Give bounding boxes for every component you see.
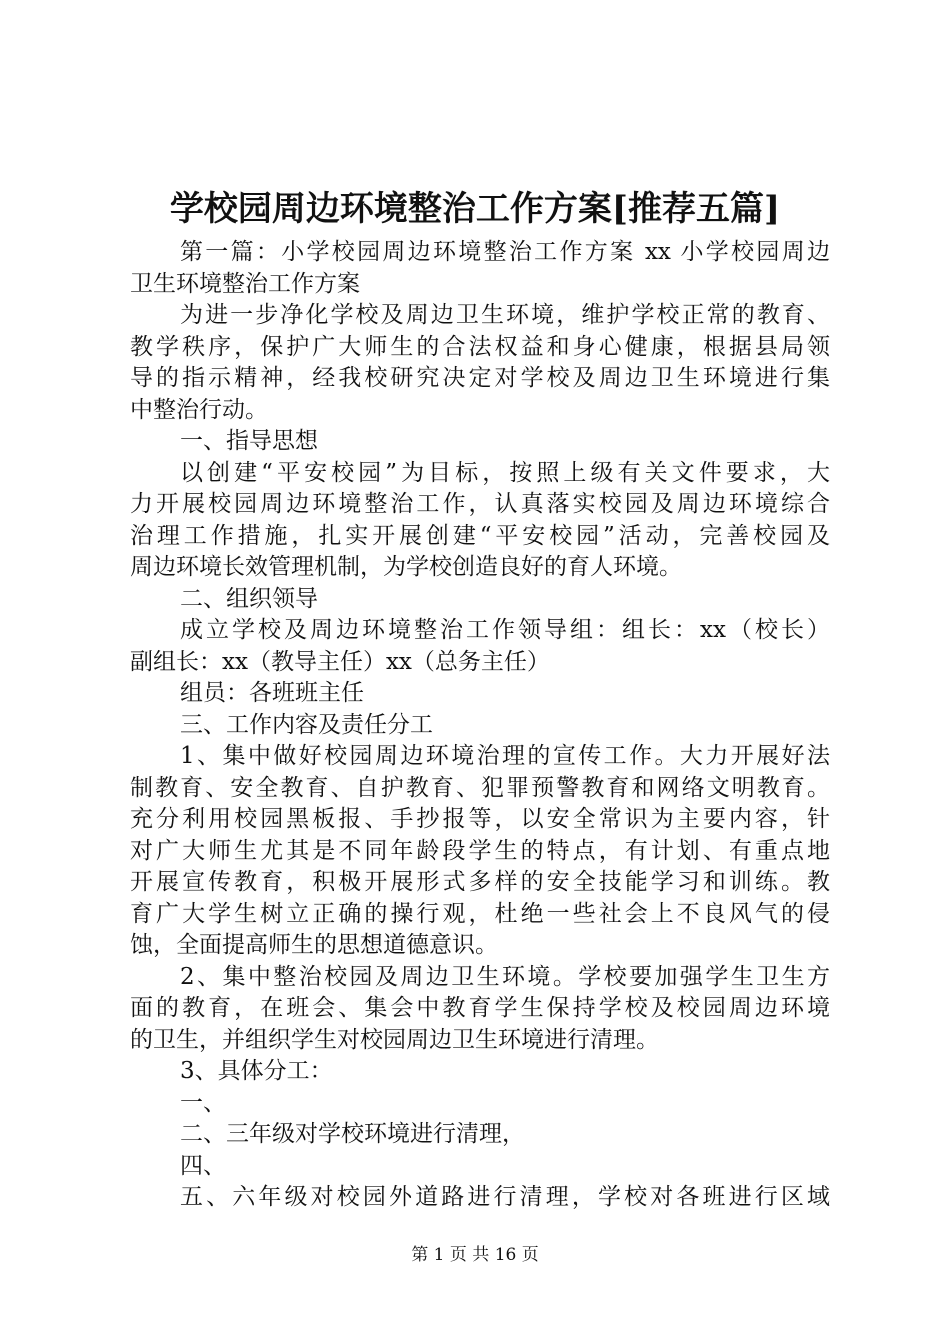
body-line: 治理工作措施，扎实开展创建“平安校园”活动，完善校园及 (130, 522, 830, 549)
body-line: 蚀，全面提高师生的思想道德意识。 (130, 932, 498, 958)
body-line: 五、六年级对校园外道路进行清理，学校对各班进行区域 (180, 1184, 830, 1210)
body-line: 1、集中做好校园周边环境治理的宣传工作。大力开展好法 (180, 743, 830, 769)
body-line: 导的指示精神，经我校研究决定对学校及周边卫生环境进行集 (130, 365, 830, 391)
body-line: 四、 (180, 1152, 226, 1179)
section-heading: 三、工作内容及责任分工 (180, 711, 433, 738)
body-line: 成立学校及周边环境整治工作领导组：组长：xx（校长） (180, 617, 830, 643)
body-line: 的卫生，并组织学生对校园周边卫生环境进行清理。 (130, 1026, 659, 1053)
section-heading: 二、组织领导 (180, 585, 318, 612)
body-line: 一、 (180, 1089, 226, 1116)
document-title: 学校园周边环境整治工作方案[推荐五篇] (169, 189, 781, 229)
body-line: 二、三年级对学校环境进行清理， (180, 1121, 525, 1147)
body-line: 充分利用校园黑板报、手抄报等，以安全常识为主要内容，针 (130, 806, 830, 832)
body-line: 2、集中整治校园及周边卫生环境。学校要加强学生卫生方 (180, 963, 830, 990)
body-line: 第一篇：小学校园周边环境整治工作方案 xx 小学校园周边 (180, 239, 830, 265)
body-line: 为进一步净化学校及周边卫生环境，维护学校正常的教育、 (180, 302, 830, 328)
body-line: 面的教育，在班会、集会中教育学生保持学校及校园周边环境 (130, 995, 830, 1021)
body-line: 副组长：xx（教导主任）xx（总务主任） (130, 648, 550, 675)
body-line: 周边环境长效管理机制，为学校创造良好的育人环境。 (130, 554, 682, 580)
body-line: 中整治行动。 (130, 396, 268, 423)
body-line: 力开展校园周边环境整治工作，认真落实校园及周边环境综合 (130, 491, 830, 517)
body-line: 教学秩序，保护广大师生的合法权益和身心健康，根据县局领 (130, 333, 830, 360)
body-line: 3、具体分工： (180, 1058, 333, 1084)
page-footer: 第 1 页 共 16 页 (411, 1245, 539, 1265)
section-heading: 一、指导思想 (180, 428, 318, 454)
body-line: 开展宣传教育，积极开展形式多样的安全技能学习和训练。教 (130, 869, 830, 895)
body-line: 制教育、安全教育、自护教育、犯罪预警教育和网络文明教育。 (130, 774, 830, 801)
body-line: 对广大师生尤其是不同年龄段学生的特点，有计划、有重点地 (130, 837, 830, 864)
document-body (130, 237, 830, 1214)
body-line: 卫生环境整治工作方案 (130, 270, 360, 297)
body-line: 以创建“平安校园”为目标，按照上级有关文件要求，大 (180, 459, 830, 486)
body-line: 组员：各班班主任 (180, 680, 364, 706)
body-line: 育广大学生树立正确的操行观，杜绝一些社会上不良风气的侵 (130, 900, 830, 927)
